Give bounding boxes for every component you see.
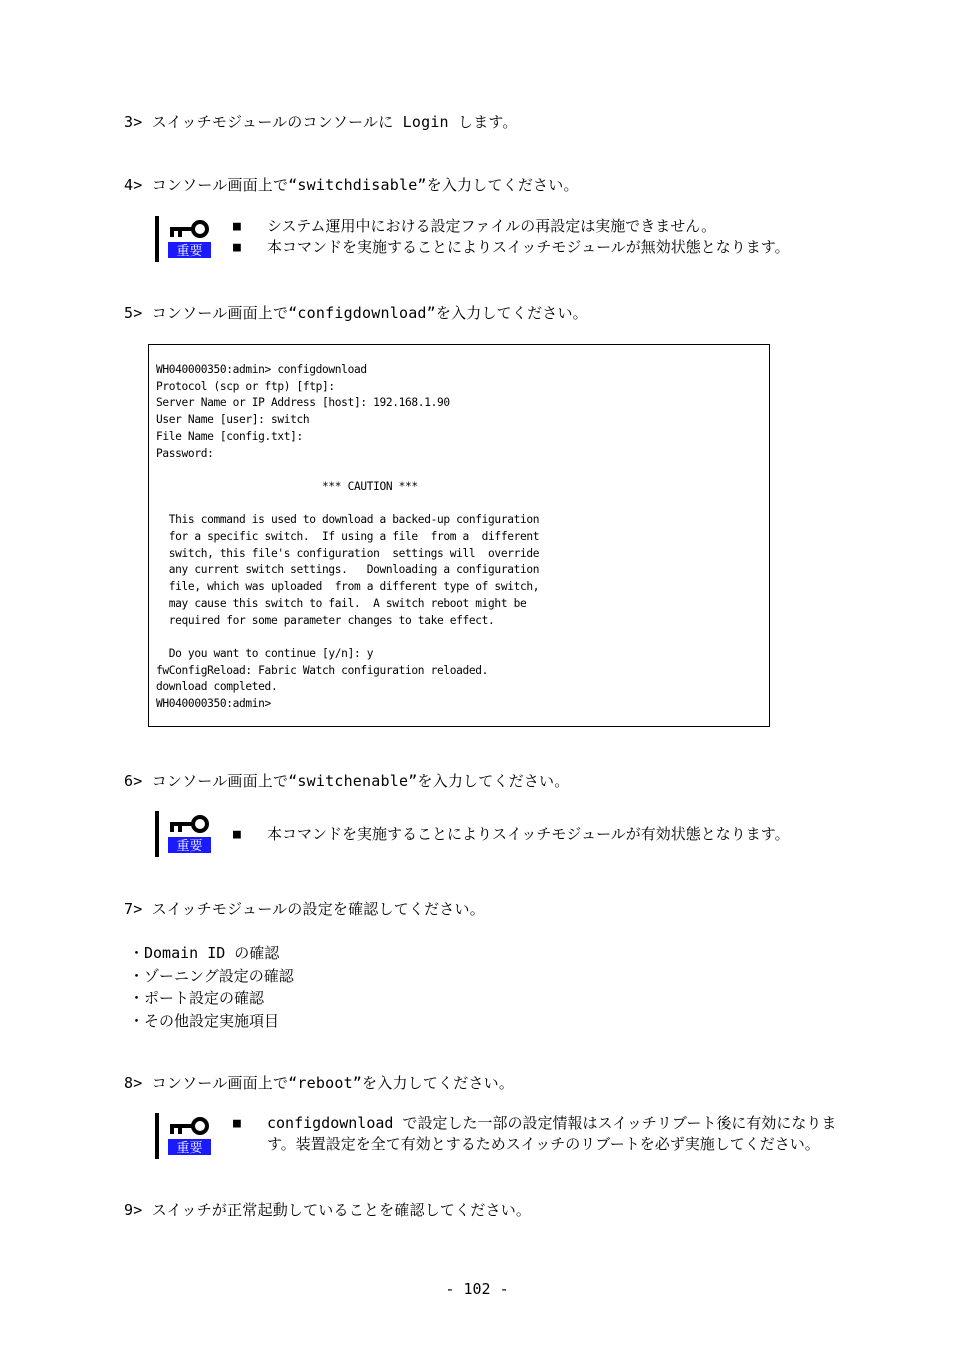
step-5: 5> コンソール画面上で“configdownload”を入力してください。 — [124, 304, 588, 322]
note-line: ■ システム運用中における設定ファイルの再設定は実施できません。 — [233, 217, 717, 235]
note-lines — [233, 824, 873, 845]
key-icon — [168, 219, 212, 259]
note-lines — [233, 216, 873, 258]
step-7: 7> スイッチモジュールの設定を確認してください。 — [124, 900, 485, 918]
step-3: 3> スイッチモジュールのコンソールに Login します。 — [124, 113, 518, 131]
note-line: ■ configdownload で設定した一部の設定情報はスイッチリブート後に有効になりま — [233, 1114, 837, 1132]
check-items-list — [129, 942, 294, 1032]
note-line: す。装置設定を全て有効とするためスイッチのリブートを必ず実施してください。 — [267, 1135, 820, 1153]
important-note-step4 — [155, 216, 875, 262]
key-icon — [168, 1116, 212, 1156]
key-icon — [168, 814, 212, 854]
step-9: 9> スイッチが正常起動していることを確認してください。 — [124, 1201, 532, 1219]
important-note-step8 — [155, 1113, 875, 1159]
step-6: 6> コンソール画面上で“switchenable”を入力してください。 — [124, 772, 570, 790]
note-line: ■ 本コマンドを実施することによりスイッチモジュールが有効状態となります。 — [233, 825, 790, 843]
list-item: ・ポート設定の確認 — [129, 989, 265, 1007]
note-line: ■ 本コマンドを実施することによりスイッチモジュールが無効状態となります。 — [233, 238, 790, 256]
important-label: 重要 — [176, 839, 203, 854]
note-bar — [155, 1113, 159, 1159]
note-bar — [155, 216, 159, 262]
list-item: ・Domain ID の確認 — [129, 944, 280, 962]
console-text: WH040000350:admin> configdownload Protocol (scp or ftp) [ftp]: Server Name or IP Address [host]: 192.168.1.90 User Name [user]: switch File Name [config.txt]: Password: *** CAUTION *** This command is used to download a backed-up configuration for a specific switch. If using a file from a different switch, this file's configuration settings will override any current switch settings. Downloading a configuration file, which was uploaded from a different type of switch, may cause this switch to fail. A switch reboot might be required for some parameter changes to take effect. Do you want to continue [y/n]: y fwConfigReload: Fabric Watch configuration reloaded. download completed. WH040000350:admin> — [156, 363, 540, 711]
console-output-box — [148, 344, 770, 727]
important-note-step6 — [155, 811, 875, 857]
important-label: 重要 — [176, 1141, 203, 1156]
list-item: ・その他設定実施項目 — [129, 1011, 280, 1030]
list-item: ・ゾーニング設定の確認 — [129, 966, 294, 985]
page-number: - 102 - — [445, 1280, 509, 1298]
note-bar — [155, 811, 159, 857]
step-4: 4> コンソール画面上で“switchdisable”を入力してください。 — [124, 176, 579, 194]
important-label: 重要 — [176, 244, 203, 259]
note-lines — [233, 1113, 873, 1155]
step-8: 8> コンソール画面上で“reboot”を入力してください。 — [124, 1074, 515, 1092]
